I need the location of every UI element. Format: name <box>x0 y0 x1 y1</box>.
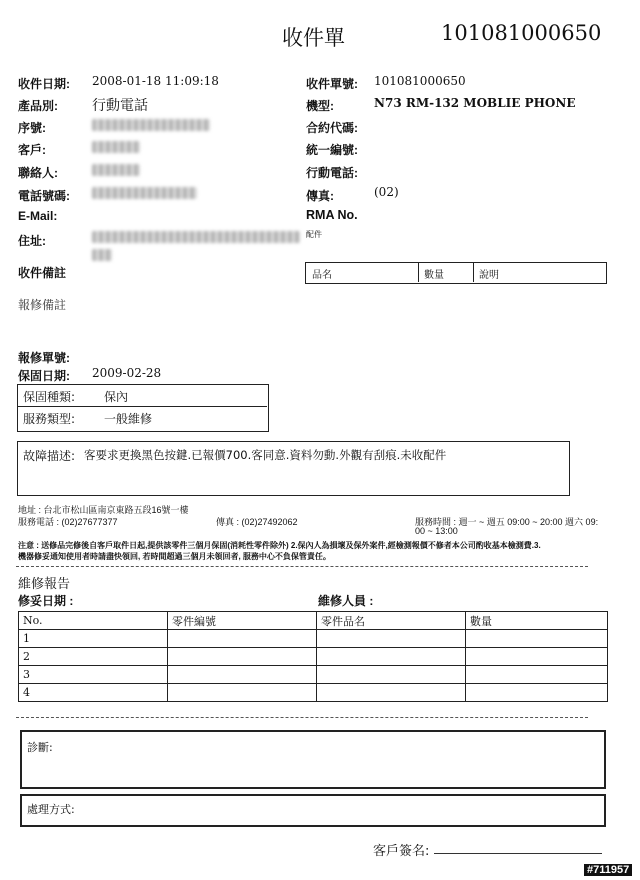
cell <box>466 630 608 648</box>
parts-col-qty: 數量 <box>424 270 444 281</box>
row-no: 4 <box>19 684 168 702</box>
receive-date-value: 2008-01-18 11:09:18 <box>92 74 219 88</box>
service-type-label: 服務類型: <box>23 412 76 426</box>
repair-staff-label: 維修人員 : <box>318 594 374 608</box>
address-redacted-line2 <box>92 249 112 261</box>
product-type-value: 行動電話 <box>92 98 148 114</box>
cut-line-top <box>16 566 588 567</box>
cell <box>317 666 466 684</box>
row-no: 1 <box>19 630 168 648</box>
cut-line-bottom <box>16 717 588 718</box>
row-no: 2 <box>19 648 168 666</box>
diagnosis-box <box>20 730 606 789</box>
repair-no-label: 報修單號: <box>18 351 70 365</box>
fault-value: 客要求更換黑色按鍵.已報價700.客同意.資料勿動.外觀有刮痕.未收配件 <box>84 448 447 462</box>
receipt-number-header: 101081000650 <box>441 21 602 45</box>
parts-divider-2 <box>473 263 474 282</box>
rma-label: RMA No. <box>306 208 358 222</box>
receive-date-label: 收件日期: <box>18 77 70 91</box>
serial-redacted <box>92 119 210 131</box>
center-phone: 服務電話 : (02)27677377 <box>18 517 118 527</box>
parts-divider-1 <box>418 263 419 282</box>
receive-note-label: 收件備註 <box>18 266 67 280</box>
warranty-date-label: 保固日期: <box>18 369 70 383</box>
treatment-label: 處理方式: <box>27 803 75 816</box>
table-row <box>19 630 608 648</box>
service-type-value: 一般維修 <box>104 412 153 426</box>
receipt-no-value: 101081000650 <box>374 74 466 88</box>
contact-redacted <box>92 164 140 176</box>
warranty-type-label: 保固種類: <box>23 390 76 404</box>
parts-col-name: 品名 <box>312 270 332 281</box>
col-no: No. <box>19 612 168 630</box>
col-part-number: 零件編號 <box>168 612 317 630</box>
warranty-service-box <box>17 384 269 432</box>
col-part-name: 零件品名 <box>317 612 466 630</box>
row-no: 3 <box>19 666 168 684</box>
parts-table <box>305 262 607 284</box>
parts-col-desc: 說明 <box>479 270 499 281</box>
table-header-row <box>19 612 608 630</box>
customer-redacted <box>92 141 140 153</box>
repair-date-label: 修妥日期 : <box>18 594 74 608</box>
report-note-label: 報修備註 <box>18 298 67 312</box>
model-label: 機型: <box>306 99 334 113</box>
cell <box>466 666 608 684</box>
fault-box <box>17 441 570 496</box>
table-row <box>19 648 608 666</box>
mobile-label: 行動電話: <box>306 166 358 180</box>
receipt-no-label: 收件單號: <box>306 77 358 91</box>
report-title: 維修報告 <box>18 577 71 592</box>
center-fax: 傳真 : (02)27492062 <box>216 517 298 527</box>
fax-label: 傳真: <box>306 189 334 203</box>
center-address: 地址 : 台北市松山區南京東路五段16號一樓 <box>18 505 189 515</box>
tax-id-label: 統一編號: <box>306 143 358 157</box>
warranty-type-value: 保內 <box>104 390 129 404</box>
signature-line <box>434 853 602 854</box>
model-value: N73 RM-132 MOBLIE PHONE <box>374 96 576 110</box>
warranty-date-value: 2009-02-28 <box>92 366 162 380</box>
notice-line-2: 機器修妥通知使用者時請盡快領回, 若時間超過三個月未領回者, 服務中心不負保管責任。 <box>18 552 331 561</box>
contact-label: 聯絡人: <box>18 166 58 180</box>
treatment-box <box>20 794 606 827</box>
cell <box>466 684 608 702</box>
box-divider <box>18 406 267 407</box>
repair-parts-table <box>18 611 608 702</box>
customer-label: 客戶: <box>18 143 46 157</box>
phone-redacted <box>92 187 197 199</box>
contract-code-label: 合約代碼: <box>306 121 358 135</box>
address-label: 住址: <box>18 234 46 248</box>
cell <box>168 630 317 648</box>
fax-value: (02) <box>374 185 399 199</box>
address-redacted-line1 <box>92 231 300 243</box>
page-title: 收件單 <box>282 26 345 50</box>
notice-line-1: 注意 : 送修品完修後自客戶取件日起,提供該零件三個月保固(消耗性零件除外) 2.保內人為損壞及保外案件,經檢測報價不修者本公司酌收基本檢測費.3. <box>18 541 541 550</box>
fault-label: 故障描述: <box>23 449 76 463</box>
watermark-tag: #711957 <box>584 864 632 876</box>
serial-label: 序號: <box>18 121 46 135</box>
center-hours-2: 00 ~ 13:00 <box>415 526 458 536</box>
center-hours-1: 服務時間 : 週一 ~ 週五 09:00 ~ 20:00 週六 09: <box>415 517 599 527</box>
table-row <box>19 666 608 684</box>
diagnosis-label: 診斷: <box>27 741 53 754</box>
cell <box>168 648 317 666</box>
cell <box>466 648 608 666</box>
cell <box>317 648 466 666</box>
col-quantity: 數量 <box>466 612 608 630</box>
phone-label: 電話號碼: <box>18 189 70 203</box>
cell <box>168 666 317 684</box>
cell <box>168 684 317 702</box>
signature-label: 客戶簽名: <box>373 844 430 859</box>
parts-label: 配件 <box>306 230 322 239</box>
email-label: E-Mail: <box>18 209 58 223</box>
product-type-label: 產品別: <box>18 99 58 113</box>
table-row <box>19 684 608 702</box>
cell <box>317 630 466 648</box>
cell <box>317 684 466 702</box>
